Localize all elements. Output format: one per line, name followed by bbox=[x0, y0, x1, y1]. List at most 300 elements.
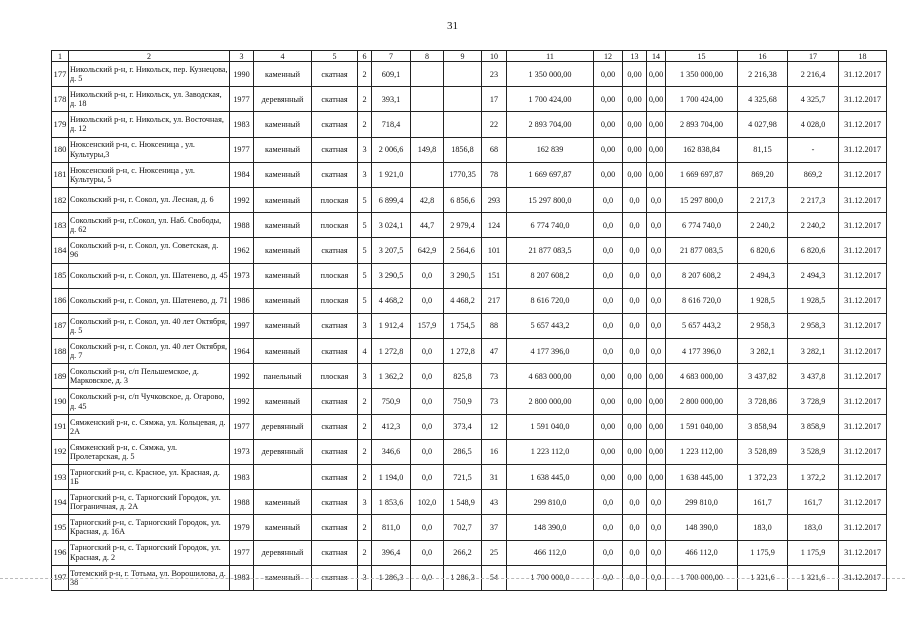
table-cell: 2 bbox=[358, 414, 372, 439]
table-cell: 0,0 bbox=[594, 490, 623, 515]
table-cell: 0,00 bbox=[594, 364, 623, 389]
table-cell: 1 921,0 bbox=[372, 162, 411, 187]
table-cell: 0,00 bbox=[594, 112, 623, 137]
table-cell: скатная bbox=[312, 137, 358, 162]
table-row bbox=[52, 414, 887, 439]
table-cell: 0,00 bbox=[594, 389, 623, 414]
table-cell: 31.12.2017 bbox=[839, 137, 887, 162]
table-cell: каменный bbox=[254, 389, 312, 414]
table-cell: 2 bbox=[358, 87, 372, 112]
table-cell: 2 958,3 bbox=[738, 313, 788, 338]
table-cell: 702,7 bbox=[444, 515, 482, 540]
table-cell: 1992 bbox=[230, 187, 254, 212]
table-cell: 1 754,5 bbox=[444, 313, 482, 338]
table-cell: 1 372,2 bbox=[788, 465, 839, 490]
table-cell: 2 494,3 bbox=[738, 263, 788, 288]
table-cell: 1 928,5 bbox=[738, 288, 788, 313]
table-cell: 3 bbox=[358, 565, 372, 590]
table-cell: 0,0 bbox=[594, 515, 623, 540]
table-header bbox=[52, 51, 887, 62]
column-header-9: 9 bbox=[444, 51, 482, 62]
table-cell: 31.12.2017 bbox=[839, 288, 887, 313]
table-cell: 1 321,6 bbox=[738, 565, 788, 590]
table-cell: 2 893 704,00 bbox=[507, 112, 594, 137]
table-cell: 1 638 445,00 bbox=[666, 465, 738, 490]
table-cell: каменный bbox=[254, 565, 312, 590]
table-cell: скатная bbox=[312, 162, 358, 187]
table-cell: 0,0 bbox=[623, 339, 647, 364]
table-cell: скатная bbox=[312, 339, 358, 364]
table-row bbox=[52, 62, 887, 87]
table-cell: 0,0 bbox=[647, 238, 666, 263]
table-cell: 2 979,4 bbox=[444, 213, 482, 238]
table-cell: 31.12.2017 bbox=[839, 263, 887, 288]
table-cell: 1 591 040,00 bbox=[666, 414, 738, 439]
table-cell: 0,0 bbox=[647, 540, 666, 565]
table-cell: 149,8 bbox=[411, 137, 444, 162]
table-cell: скатная bbox=[312, 313, 358, 338]
table-cell: 0,00 bbox=[623, 439, 647, 464]
table-cell: 1 286,3 bbox=[372, 565, 411, 590]
table-cell: 4 027,98 bbox=[738, 112, 788, 137]
table-cell bbox=[411, 62, 444, 87]
table-cell: 3 bbox=[358, 162, 372, 187]
table-cell: 4 177 396,0 bbox=[666, 339, 738, 364]
table-cell: 157,9 bbox=[411, 313, 444, 338]
table-cell: 31.12.2017 bbox=[839, 490, 887, 515]
table-cell: 189 bbox=[52, 364, 69, 389]
table-cell: 1 853,6 bbox=[372, 490, 411, 515]
table-cell: 0,0 bbox=[647, 213, 666, 238]
table-cell: каменный bbox=[254, 313, 312, 338]
table-row bbox=[52, 162, 887, 187]
table-cell: 151 bbox=[482, 263, 507, 288]
column-header-16: 16 bbox=[738, 51, 788, 62]
table-cell: 1 194,0 bbox=[372, 465, 411, 490]
table-cell: 188 bbox=[52, 339, 69, 364]
table-cell: деревянный bbox=[254, 414, 312, 439]
table-cell: 2 217,3 bbox=[738, 187, 788, 212]
table-cell: 466 112,0 bbox=[507, 540, 594, 565]
table-cell: 5 bbox=[358, 288, 372, 313]
table-cell: 31.12.2017 bbox=[839, 213, 887, 238]
table-cell: скатная bbox=[312, 465, 358, 490]
table-cell: 750,9 bbox=[444, 389, 482, 414]
table-cell: 0,00 bbox=[647, 62, 666, 87]
table-cell: 0,00 bbox=[623, 62, 647, 87]
table-cell: 0,00 bbox=[594, 62, 623, 87]
table-cell: 31.12.2017 bbox=[839, 162, 887, 187]
table-cell: скатная bbox=[312, 87, 358, 112]
table-cell: 31.12.2017 bbox=[839, 339, 887, 364]
table-cell: 185 bbox=[52, 263, 69, 288]
table-cell: 1 223 112,0 bbox=[507, 439, 594, 464]
column-header-4: 4 bbox=[254, 51, 312, 62]
column-header-12: 12 bbox=[594, 51, 623, 62]
address-cell: Тарногский р-н, с. Тарногский Городок, ул. Красная, д. 16А bbox=[69, 515, 230, 540]
table-cell: 1 350 000,00 bbox=[666, 62, 738, 87]
table-cell: 3 528,89 bbox=[738, 439, 788, 464]
table-cell: 0,0 bbox=[647, 313, 666, 338]
table-row bbox=[52, 313, 887, 338]
table-cell: 6 820,6 bbox=[738, 238, 788, 263]
table-cell: 15 297 800,0 bbox=[666, 187, 738, 212]
table-cell: 31 bbox=[482, 465, 507, 490]
table-cell: 0,00 bbox=[647, 112, 666, 137]
table-row bbox=[52, 364, 887, 389]
column-header-1: 1 bbox=[52, 51, 69, 62]
table-cell bbox=[254, 465, 312, 490]
table-row bbox=[52, 87, 887, 112]
table-cell: 1856,8 bbox=[444, 137, 482, 162]
table-cell: 0,0 bbox=[411, 288, 444, 313]
table-cell: 162 839 bbox=[507, 137, 594, 162]
table-cell: плоская bbox=[312, 213, 358, 238]
table-cell: 2 006,6 bbox=[372, 137, 411, 162]
table-cell: 1983 bbox=[230, 112, 254, 137]
address-cell: Сокольский р-н, г. Сокол, ул. Советская, д. 96 bbox=[69, 238, 230, 263]
table-cell: деревянный bbox=[254, 439, 312, 464]
table-cell: 31.12.2017 bbox=[839, 112, 887, 137]
table-cell: 0,0 bbox=[594, 187, 623, 212]
table-cell: 0,0 bbox=[411, 364, 444, 389]
table-cell: 101 bbox=[482, 238, 507, 263]
table-cell: 4 028,0 bbox=[788, 112, 839, 137]
table-cell: 192 bbox=[52, 439, 69, 464]
table-cell: 31.12.2017 bbox=[839, 414, 887, 439]
table-cell: 182 bbox=[52, 187, 69, 212]
table-cell: 0,0 bbox=[411, 339, 444, 364]
table-cell: 31.12.2017 bbox=[839, 238, 887, 263]
table-cell: 1992 bbox=[230, 389, 254, 414]
table-cell: 31.12.2017 bbox=[839, 364, 887, 389]
table-cell: 195 bbox=[52, 515, 69, 540]
table-cell: 4 683 000,00 bbox=[507, 364, 594, 389]
table-cell: 42,8 bbox=[411, 187, 444, 212]
table-cell: каменный bbox=[254, 515, 312, 540]
column-header-6: 6 bbox=[358, 51, 372, 62]
table-cell: 1988 bbox=[230, 213, 254, 238]
table-cell: 0,0 bbox=[647, 187, 666, 212]
table-cell: 2 494,3 bbox=[788, 263, 839, 288]
address-cell: Сокольский р-н, г. Сокол, ул. Шатенево, д. 71 bbox=[69, 288, 230, 313]
address-cell: Сокольский р-н, г. Сокол, ул. 40 лет Октября, д. 7 bbox=[69, 339, 230, 364]
table-cell: 2 216,38 bbox=[738, 62, 788, 87]
address-cell: Никольский р-н, г. Никольск, ул. Восточная, д. 12 bbox=[69, 112, 230, 137]
table-cell: 0,0 bbox=[411, 263, 444, 288]
column-header-2: 2 bbox=[69, 51, 230, 62]
column-header-11: 11 bbox=[507, 51, 594, 62]
column-header-7: 7 bbox=[372, 51, 411, 62]
table-row bbox=[52, 263, 887, 288]
table-row bbox=[52, 389, 887, 414]
table-cell: 3 282,1 bbox=[738, 339, 788, 364]
table-cell: 43 bbox=[482, 490, 507, 515]
table-cell: 3 282,1 bbox=[788, 339, 839, 364]
table-body bbox=[52, 62, 887, 591]
table-cell: 2 240,2 bbox=[738, 213, 788, 238]
table-cell: 2 958,3 bbox=[788, 313, 839, 338]
table-cell: 0,00 bbox=[594, 465, 623, 490]
table-cell: скатная bbox=[312, 515, 358, 540]
table-cell: каменный bbox=[254, 263, 312, 288]
table-cell: 1977 bbox=[230, 414, 254, 439]
table-cell: 3 024,1 bbox=[372, 213, 411, 238]
table-cell: 3 858,9 bbox=[788, 414, 839, 439]
table-row bbox=[52, 112, 887, 137]
table-cell: 0,00 bbox=[594, 87, 623, 112]
table-cell: 193 bbox=[52, 465, 69, 490]
table-cell: 6 856,6 bbox=[444, 187, 482, 212]
table-cell: каменный bbox=[254, 238, 312, 263]
table-cell: каменный bbox=[254, 187, 312, 212]
table-cell: 825,8 bbox=[444, 364, 482, 389]
table-cell: 3 437,8 bbox=[788, 364, 839, 389]
table-cell: 8 616 720,0 bbox=[507, 288, 594, 313]
table-cell: 21 877 083,5 bbox=[666, 238, 738, 263]
table-cell: 0,00 bbox=[647, 162, 666, 187]
table-cell: 191 bbox=[52, 414, 69, 439]
table-cell: 3 437,82 bbox=[738, 364, 788, 389]
table-cell: скатная bbox=[312, 112, 358, 137]
table-cell: 78 bbox=[482, 162, 507, 187]
table-cell: 3 bbox=[358, 364, 372, 389]
table-cell: 177 bbox=[52, 62, 69, 87]
table-cell: 266,2 bbox=[444, 540, 482, 565]
table-cell: 1964 bbox=[230, 339, 254, 364]
table-cell: 180 bbox=[52, 137, 69, 162]
table-cell: 0,0 bbox=[594, 288, 623, 313]
table-cell: 0,00 bbox=[623, 87, 647, 112]
table-cell: 183 bbox=[52, 213, 69, 238]
table-cell: 31.12.2017 bbox=[839, 565, 887, 590]
table-cell: 183,0 bbox=[788, 515, 839, 540]
table-cell: каменный bbox=[254, 162, 312, 187]
table-cell: 1962 bbox=[230, 238, 254, 263]
table-cell: 12 bbox=[482, 414, 507, 439]
table-cell: 811,0 bbox=[372, 515, 411, 540]
table-cell: 31.12.2017 bbox=[839, 313, 887, 338]
table-cell: 1977 bbox=[230, 540, 254, 565]
table-cell: 1 700 424,00 bbox=[666, 87, 738, 112]
table-cell: 3 728,9 bbox=[788, 389, 839, 414]
table-cell: 346,6 bbox=[372, 439, 411, 464]
address-cell: Сокольский р-н, г. Сокол, ул. Шатенево, д. 45 bbox=[69, 263, 230, 288]
table-cell: 0,0 bbox=[647, 339, 666, 364]
table-cell: 0,0 bbox=[623, 213, 647, 238]
table-cell: 1 669 697,87 bbox=[507, 162, 594, 187]
table-cell: 0,0 bbox=[594, 565, 623, 590]
table-cell: 1 928,5 bbox=[788, 288, 839, 313]
table-cell: плоская bbox=[312, 263, 358, 288]
table-cell: 148 390,0 bbox=[507, 515, 594, 540]
table-cell: 31.12.2017 bbox=[839, 62, 887, 87]
table-cell: 1997 bbox=[230, 313, 254, 338]
address-cell: Тарногский р-н, с. Красное, ул. Красная, д. 1Б bbox=[69, 465, 230, 490]
table-cell: 1 272,8 bbox=[444, 339, 482, 364]
address-cell: Сокольский р-н, с/п Пельшемское, д. Марковское, д. 3 bbox=[69, 364, 230, 389]
table-cell: каменный bbox=[254, 62, 312, 87]
table-cell: 181 bbox=[52, 162, 69, 187]
table-cell: 8 616 720,0 bbox=[666, 288, 738, 313]
table-cell: деревянный bbox=[254, 87, 312, 112]
column-header-10: 10 bbox=[482, 51, 507, 62]
table-cell: 31.12.2017 bbox=[839, 515, 887, 540]
table-cell: 4 468,2 bbox=[444, 288, 482, 313]
table-cell: 161,7 bbox=[788, 490, 839, 515]
table-cell: 869,20 bbox=[738, 162, 788, 187]
table-cell: 162 838,84 bbox=[666, 137, 738, 162]
table-cell: 5 bbox=[358, 187, 372, 212]
table-cell: деревянный bbox=[254, 540, 312, 565]
table-cell: 0,00 bbox=[594, 439, 623, 464]
table-cell: 1 700 000,0 bbox=[507, 565, 594, 590]
table-cell: 0,0 bbox=[411, 465, 444, 490]
table-cell: 217 bbox=[482, 288, 507, 313]
table-cell: 81,15 bbox=[738, 137, 788, 162]
table-cell: 0,0 bbox=[411, 389, 444, 414]
table-cell: 0,00 bbox=[623, 137, 647, 162]
table-cell: скатная bbox=[312, 490, 358, 515]
table-cell: 2 bbox=[358, 439, 372, 464]
table-cell: каменный bbox=[254, 213, 312, 238]
table-cell: каменный bbox=[254, 490, 312, 515]
table-cell: 1 700 000,00 bbox=[666, 565, 738, 590]
table-cell: 2 240,2 bbox=[788, 213, 839, 238]
table-cell: 31.12.2017 bbox=[839, 465, 887, 490]
address-cell: Тотемский р-н, г. Тотьма, ул. Ворошилова, д. 38 bbox=[69, 565, 230, 590]
table-cell: 286,5 bbox=[444, 439, 482, 464]
column-header-13: 13 bbox=[623, 51, 647, 62]
table-cell: 5 bbox=[358, 213, 372, 238]
address-cell: Тарногский р-н, с. Тарногский Городок, ул. Красная, д. 2 bbox=[69, 540, 230, 565]
column-header-14: 14 bbox=[647, 51, 666, 62]
table-cell: 0,00 bbox=[623, 414, 647, 439]
table-cell: 2 800 000,00 bbox=[507, 389, 594, 414]
table-cell: 299 810,0 bbox=[507, 490, 594, 515]
table-cell: 1 223 112,00 bbox=[666, 439, 738, 464]
table-cell: 2 216,4 bbox=[788, 62, 839, 87]
table-cell: 393,1 bbox=[372, 87, 411, 112]
table-cell: 184 bbox=[52, 238, 69, 263]
table-cell: 2 800 000,00 bbox=[666, 389, 738, 414]
table-cell: 373,4 bbox=[444, 414, 482, 439]
table-cell: 1983 bbox=[230, 565, 254, 590]
table-cell: 3 bbox=[358, 490, 372, 515]
table-cell: 1973 bbox=[230, 263, 254, 288]
table-cell: 466 112,0 bbox=[666, 540, 738, 565]
column-header-17: 17 bbox=[788, 51, 839, 62]
table-cell: 0,0 bbox=[594, 339, 623, 364]
table-cell: 3 858,94 bbox=[738, 414, 788, 439]
table-cell: 88 bbox=[482, 313, 507, 338]
table-cell: 186 bbox=[52, 288, 69, 313]
table-cell: 4 683 000,00 bbox=[666, 364, 738, 389]
table-cell: 0,0 bbox=[623, 565, 647, 590]
table-cell: 161,7 bbox=[738, 490, 788, 515]
table-cell: 1 372,23 bbox=[738, 465, 788, 490]
table-cell: 0,0 bbox=[623, 238, 647, 263]
table-cell: 0,0 bbox=[623, 263, 647, 288]
table-cell: 54 bbox=[482, 565, 507, 590]
table-cell: 6 774 740,0 bbox=[507, 213, 594, 238]
table-cell: 2 bbox=[358, 540, 372, 565]
column-header-3: 3 bbox=[230, 51, 254, 62]
table-row bbox=[52, 137, 887, 162]
table-cell: 0,0 bbox=[647, 490, 666, 515]
table-cell: 16 bbox=[482, 439, 507, 464]
table-row bbox=[52, 288, 887, 313]
table-cell: 183,0 bbox=[738, 515, 788, 540]
address-cell: Никольский р-н, г. Никольск, пер. Кузнецова, д. 5 bbox=[69, 62, 230, 87]
table-cell: 1986 bbox=[230, 288, 254, 313]
table-cell: 1 350 000,00 bbox=[507, 62, 594, 87]
table-cell: 0,0 bbox=[623, 540, 647, 565]
table-cell: 44,7 bbox=[411, 213, 444, 238]
data-table bbox=[51, 50, 887, 591]
table-cell: 299 810,0 bbox=[666, 490, 738, 515]
table-cell: 178 bbox=[52, 87, 69, 112]
table-cell: каменный bbox=[254, 137, 312, 162]
table-cell: 4 177 396,0 bbox=[507, 339, 594, 364]
table-cell: 5 657 443,2 bbox=[507, 313, 594, 338]
address-cell: Никольский р-н, г. Никольск, ул. Заводская, д. 18 bbox=[69, 87, 230, 112]
table-cell: 3 bbox=[358, 313, 372, 338]
table-cell: каменный bbox=[254, 339, 312, 364]
table-cell: 1 638 445,0 bbox=[507, 465, 594, 490]
table-cell: 1770,35 bbox=[444, 162, 482, 187]
table-cell: - bbox=[788, 137, 839, 162]
table-cell: 0,0 bbox=[647, 288, 666, 313]
table-cell: 0,0 bbox=[594, 540, 623, 565]
column-header-5: 5 bbox=[312, 51, 358, 62]
address-cell: Нюксенский р-н, с. Нюксеница , ул. Культуры, 5 bbox=[69, 162, 230, 187]
table-cell: 609,1 bbox=[372, 62, 411, 87]
table-cell: 0,00 bbox=[647, 137, 666, 162]
table-cell: 1 321,6 bbox=[788, 565, 839, 590]
table-cell: 22 bbox=[482, 112, 507, 137]
table-cell: 3 290,5 bbox=[444, 263, 482, 288]
table-cell: 0,0 bbox=[411, 414, 444, 439]
table-cell: 3 bbox=[358, 137, 372, 162]
table-cell: 1 591 040,0 bbox=[507, 414, 594, 439]
table-cell: 15 297 800,0 bbox=[507, 187, 594, 212]
table-cell: 5 bbox=[358, 238, 372, 263]
column-header-15: 15 bbox=[666, 51, 738, 62]
table-cell: 4 468,2 bbox=[372, 288, 411, 313]
table-cell: 4 bbox=[358, 339, 372, 364]
table-cell: 5 bbox=[358, 263, 372, 288]
table-cell: 0,0 bbox=[411, 515, 444, 540]
table-row bbox=[52, 490, 887, 515]
table-cell: 0,00 bbox=[623, 465, 647, 490]
address-cell: Тарногский р-н, с. Тарногский Городок, ул. Пограничная, д. 2А bbox=[69, 490, 230, 515]
table-cell: 6 774 740,0 bbox=[666, 213, 738, 238]
table-cell: скатная bbox=[312, 389, 358, 414]
table-cell: 0,0 bbox=[411, 565, 444, 590]
table-cell: 0,0 bbox=[594, 313, 623, 338]
table-cell: 73 bbox=[482, 364, 507, 389]
table-cell bbox=[411, 162, 444, 187]
table-cell: 0,0 bbox=[623, 490, 647, 515]
table-cell: 0,00 bbox=[647, 389, 666, 414]
table-cell bbox=[444, 112, 482, 137]
table-cell: 0,00 bbox=[594, 162, 623, 187]
table-cell: 4 325,7 bbox=[788, 87, 839, 112]
table-row bbox=[52, 515, 887, 540]
table-cell: 190 bbox=[52, 389, 69, 414]
table-cell: 31.12.2017 bbox=[839, 389, 887, 414]
